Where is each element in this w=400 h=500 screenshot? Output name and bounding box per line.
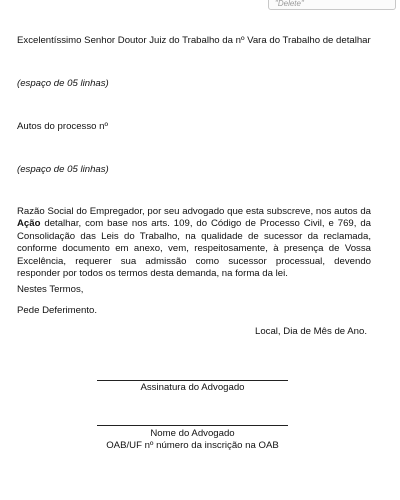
spacing-note-1: (espaço de 05 linhas) xyxy=(17,78,109,89)
court-address-line: Excelentíssimo Senhor Doutor Juiz do Trabalho da nº Vara do Trabalho de detalhar xyxy=(17,35,371,46)
petition-body-bold: Ação xyxy=(17,218,41,230)
lawyer-line xyxy=(97,425,288,426)
place-date: Local, Dia de Mês de Ano. xyxy=(255,326,367,337)
lawyer-name: Nome do Advogado xyxy=(150,428,235,439)
lawyer-oab: OAB/UF nº número da inscrição na OAB xyxy=(106,440,279,451)
spacing-note-2: (espaço de 05 linhas) xyxy=(17,164,109,175)
closing-terms: Nestes Termos, xyxy=(17,284,84,295)
delete-label: "Delete" xyxy=(275,0,304,8)
signature-line xyxy=(97,380,288,381)
delete-button[interactable] xyxy=(268,0,396,10)
closing-request: Pede Deferimento. xyxy=(17,305,97,316)
signature-label: Assinatura do Advogado xyxy=(140,382,245,393)
petition-body-start: Razão Social do Empregador, por seu advogado que esta subscreve, nos autos da xyxy=(17,206,371,217)
case-number-line: Autos do processo nº xyxy=(17,121,108,132)
petition-body xyxy=(17,206,371,280)
petition-body-end: detalhar, com base nos arts. 109, do Código de Processo Civil, e 769, da Consolidação das Leis do Trabalho, na qualidade de sucessor da reclamada, conforme documento em anexo, vem, respeitosamente, à presença de Vossa Excelência, requerer sua admissão como sucessor processual, devendo responder por todos os termos desta demanda, na forma da lei. xyxy=(17,218,371,280)
